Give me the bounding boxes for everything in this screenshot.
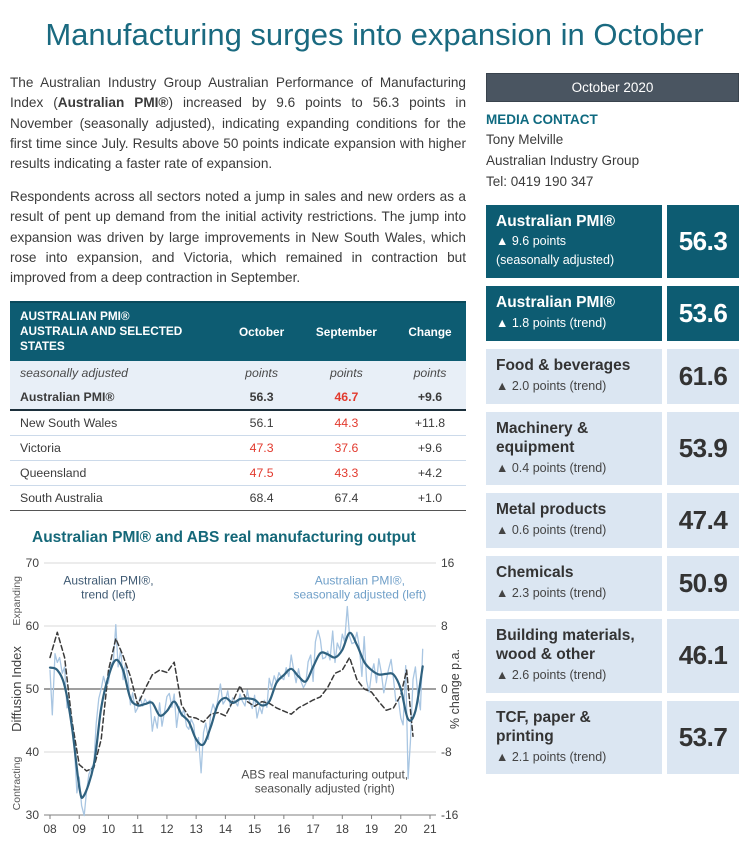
y-axis-left-tick: 30 bbox=[25, 807, 39, 822]
row-october-value: 56.1 bbox=[249, 415, 274, 430]
pmi-box-value: 61.6 bbox=[667, 349, 739, 404]
pmi-box-value: 53.7 bbox=[667, 701, 739, 775]
x-axis-tick: 09 bbox=[72, 821, 86, 836]
pmi-box-title: Food & beverages bbox=[496, 356, 631, 374]
pmi-box-title: Metal products bbox=[496, 501, 607, 519]
row-september-value: 67.4 bbox=[334, 490, 359, 505]
row-label: New South Wales bbox=[20, 415, 118, 430]
x-axis-tick: 11 bbox=[131, 821, 144, 836]
chart-title: Australian PMI® and ABS real manufacturing output bbox=[32, 528, 416, 546]
p1-pre: The Australian Industry Group Australian Performance of Manufacturing Index ( bbox=[10, 74, 466, 111]
pmi-box-change: ▲ 0.4 points (trend) bbox=[496, 460, 607, 475]
col-header-september: September bbox=[299, 302, 394, 361]
pmi-output-chart bbox=[10, 551, 466, 847]
x-axis-tick: 16 bbox=[277, 821, 291, 836]
pmi-box-change: ▲ 1.8 points (trend) bbox=[496, 316, 607, 331]
pmi-box-title: Australian PMI® bbox=[496, 212, 616, 230]
chart-annotation: ABS real manufacturing output, seasonally adjusted (right) bbox=[241, 767, 409, 796]
media-contact bbox=[486, 112, 739, 193]
pmi-box-change: ▲ 2.1 points (trend) bbox=[496, 749, 607, 764]
table-row bbox=[10, 385, 466, 410]
row-october-value: 47.3 bbox=[249, 440, 274, 455]
pmi-box-value: 46.1 bbox=[667, 619, 739, 693]
unit-cell: points bbox=[394, 361, 466, 385]
x-axis-tick: 08 bbox=[43, 821, 57, 836]
intro-paragraph-2: Respondents across all sectors noted a jump in sales and new orders as a result of pent up demand from the initial activity restrictions. The jump into expansion was driven by large improvements in New South Wales, which rose into expansion, and Victoria, which remained in contraction but improved from a deep contraction in September. bbox=[10, 188, 466, 286]
expanding-label: Expanding bbox=[11, 575, 23, 626]
row-change-value: +11.8 bbox=[414, 415, 446, 430]
pmi-box-change: ▲ 2.6 points (trend) bbox=[496, 667, 607, 682]
pmi-box-title: Building materials, wood & other bbox=[496, 627, 635, 663]
pmi-box bbox=[486, 349, 739, 404]
pmi-box-title: TCF, paper & printing bbox=[496, 708, 591, 745]
table-header-row bbox=[10, 302, 466, 361]
y-axis-right-tick: -8 bbox=[441, 744, 452, 759]
pmi-box-change: ▲ 2.0 points (trend) bbox=[496, 378, 607, 393]
pmi-box bbox=[486, 701, 739, 775]
x-axis-tick: 17 bbox=[306, 821, 320, 836]
table-row bbox=[10, 485, 466, 510]
pmi-box-change: ▲ 2.3 points (trend) bbox=[496, 586, 607, 601]
row-september-value: 44.3 bbox=[334, 415, 359, 430]
table-title-line1: AUSTRALIAN PMI® bbox=[20, 308, 130, 323]
pmi-states-table bbox=[10, 301, 466, 511]
pmi-box-label bbox=[486, 205, 662, 279]
x-axis-tick: 18 bbox=[335, 821, 349, 836]
pmi-box bbox=[486, 205, 739, 279]
row-label: Australian PMI® bbox=[10, 385, 224, 410]
pmi-box-value: 56.3 bbox=[667, 205, 739, 279]
row-label: South Australia bbox=[20, 490, 103, 505]
chart-annotation: Australian PMI®, trend (left) bbox=[63, 573, 154, 602]
row-change-value: +4.2 bbox=[417, 465, 443, 480]
row-september-value: 46.7 bbox=[299, 385, 394, 410]
row-change-value: +1.0 bbox=[417, 490, 443, 505]
pmi-box bbox=[486, 556, 739, 611]
y-axis-left-tick: 70 bbox=[25, 555, 39, 570]
media-contact-heading: MEDIA CONTACT bbox=[486, 111, 598, 127]
page-title: Manufacturing surges into expansion in October bbox=[45, 17, 704, 52]
y-axis-left-tick: 50 bbox=[25, 681, 39, 696]
row-october-value: 56.3 bbox=[224, 385, 299, 410]
pmi-box-value: 47.4 bbox=[667, 493, 739, 548]
y-axis-right-tick: 16 bbox=[441, 555, 455, 570]
pmi-box bbox=[486, 619, 739, 693]
y-axis-right-tick: 8 bbox=[441, 618, 448, 633]
row-september-value: 43.3 bbox=[334, 465, 359, 480]
table-row bbox=[10, 435, 466, 460]
date-badge: October 2020 bbox=[486, 73, 739, 102]
x-axis-tick: 20 bbox=[394, 821, 408, 836]
pmi-box-note: (seasonally adjusted) bbox=[496, 253, 615, 268]
x-axis-tick: 19 bbox=[364, 821, 379, 836]
pmi-box bbox=[486, 493, 739, 548]
contracting-label: Contracting bbox=[11, 756, 23, 811]
y-axis-left-tick: 60 bbox=[25, 618, 39, 633]
x-axis-tick: 10 bbox=[101, 821, 116, 836]
chart-container bbox=[10, 551, 466, 852]
y-axis-left-tick: 40 bbox=[25, 744, 39, 759]
table-unit-row bbox=[10, 361, 466, 385]
pmi-box-label bbox=[486, 701, 662, 775]
table-row bbox=[10, 460, 466, 485]
pmi-box-title: Machinery & equipment bbox=[496, 419, 589, 456]
pmi-box-label bbox=[486, 412, 662, 486]
col-header-change: Change bbox=[394, 302, 466, 361]
pmi-box-value: 50.9 bbox=[667, 556, 739, 611]
chart-annotation: Australian PMI®, seasonally adjusted (left) bbox=[293, 573, 427, 602]
col-header-october: October bbox=[224, 302, 299, 361]
table-row bbox=[10, 410, 466, 436]
pmi-box-label bbox=[486, 286, 662, 341]
x-axis-tick: 21 bbox=[423, 821, 437, 836]
x-axis-tick: 15 bbox=[247, 821, 262, 836]
unit-cell: points bbox=[299, 361, 394, 385]
pmi-box-label bbox=[486, 619, 662, 693]
row-label: Queensland bbox=[20, 465, 87, 480]
row-change-value: +9.6 bbox=[394, 385, 466, 410]
row-september-value: 37.6 bbox=[334, 440, 359, 455]
y-axis-right-tick: -16 bbox=[441, 807, 459, 822]
y-axis-right-tick: 0 bbox=[441, 681, 448, 696]
pmi-box-title: Chemicals bbox=[496, 564, 574, 582]
pmi-box-title: Australian PMI® bbox=[496, 294, 616, 312]
pmi-box-label bbox=[486, 349, 662, 404]
sidebar bbox=[486, 73, 739, 852]
media-contact-tel: Tel: 0419 190 347 bbox=[486, 173, 594, 189]
content bbox=[10, 73, 739, 852]
p1-bold: Australian PMI® bbox=[57, 95, 169, 111]
pmi-box-label bbox=[486, 556, 662, 611]
table-title-line2: AUSTRALIA AND SELECTED STATES bbox=[20, 324, 183, 354]
diffusion-index-label: Diffusion Index bbox=[10, 645, 24, 732]
main-column bbox=[10, 73, 466, 852]
pmi-box-value: 53.9 bbox=[667, 412, 739, 486]
pct-change-label: % change p.a. bbox=[448, 648, 462, 729]
unit-cell: points bbox=[224, 361, 299, 385]
pmi-box-value: 53.6 bbox=[667, 286, 739, 341]
pmi-box-label bbox=[486, 493, 662, 548]
table-title bbox=[10, 302, 224, 361]
x-axis-tick: 14 bbox=[218, 821, 233, 836]
pmi-box-change: ▲ 9.6 points bbox=[496, 234, 567, 249]
pmi-box-change: ▲ 0.6 points (trend) bbox=[496, 523, 607, 538]
media-contact-name: Tony Melville bbox=[486, 131, 564, 147]
intro-paragraph-1 bbox=[10, 73, 466, 175]
unit-row-label: seasonally adjusted bbox=[10, 361, 224, 385]
pmi-score-boxes bbox=[486, 205, 739, 775]
row-change-value: +9.6 bbox=[417, 440, 443, 455]
row-label: Victoria bbox=[20, 440, 61, 455]
row-october-value: 68.4 bbox=[249, 490, 274, 505]
pmi-box bbox=[486, 412, 739, 486]
x-axis-tick: 12 bbox=[160, 821, 174, 836]
p1-post: ) increased by 9.6 points to 56.3 points in November (seasonally adjusted), indicating expanding conditions for the first time since July. Results above 50 points indicate expansion with higher results indicating a faster rate of expansion. bbox=[10, 95, 466, 172]
pmi-box bbox=[486, 286, 739, 341]
row-october-value: 47.5 bbox=[249, 465, 274, 480]
x-axis-tick: 13 bbox=[189, 821, 203, 836]
media-contact-org: Australian Industry Group bbox=[486, 152, 640, 168]
